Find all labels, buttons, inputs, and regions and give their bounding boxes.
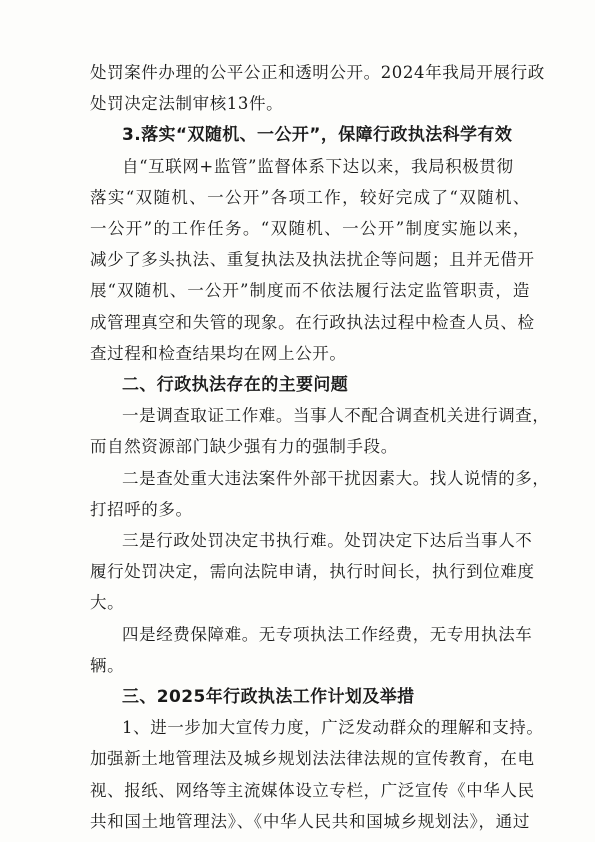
section-heading: 二、行政执法存在的主要问题 [122,375,349,395]
body-text-line: 三是行政处罚决定书执行难。处罚决定下达后当事人不 [122,531,533,550]
body-text-line: 处罚决定法制审核13件。 [90,94,284,114]
body-text-line: 二是查处重大违法案件外部干扰因素大。找人说情的多， [122,468,550,488]
body-text-line: 查过程和检查结果均在网上公开。 [90,343,347,363]
body-text-line: 自“互联网+监管”监督体系下达以来，我局积极贯彻 [122,156,514,176]
body-text-line: 1、进一步加大宣传力度，广泛发动群众的理解和支持。 [122,718,544,738]
body-text-line: 大。 [90,593,125,613]
body-text-line: 履行处罚决定，需向法院申请，执行时间长，执行到位难度 [90,562,535,582]
body-text-line: 成管理真空和失管的现象。在行政执法过程中检查人员、检 [90,312,535,332]
body-text-line: 辆。 [90,655,125,675]
body-text-line: 视、报纸、网络等主流媒体设立专栏，广泛宣传《中华人民 [90,780,535,800]
body-text-line: 打招呼的多。 [90,499,193,519]
body-text-line: 展“双随机、一公开”制度而不依法履行法定监管职责，造 [90,281,530,301]
body-text-line: 一公开”的工作任务。“双随机、一公开”制度实施以来， [90,219,530,238]
body-text-line: 加强新土地管理法及城乡规划法法律法规的宣传教育，在电 [90,749,535,769]
body-text-line: 而自然资源部门缺少强有力的强制手段。 [90,437,398,457]
body-text-line: 落实“双随机、一公开”各项工作，较好完成了“双随机、 [90,187,530,207]
body-text-line: 处罚案件办理的公平公正和透明公开。2024年我局开展行政 [90,63,545,82]
section-heading: 三、2025年行政执法工作计划及举措 [122,687,415,707]
body-text-line: 共和国土地管理法》、《中华人民共和国城乡规划法》，通过 [90,811,530,831]
body-text-line: 减少了多头执法、重复执法及执法扰企等问题；且并无借开 [90,250,535,270]
body-text-line: 一是调查取证工作难。当事人不配合调查机关进行调查， [122,406,550,426]
section-subheading: 3.落实“双随机、一公开”，保障行政执法科学有效 [122,125,513,146]
body-text-line: 四是经费保障难。无专项执法工作经费，无专用执法车 [122,624,533,644]
